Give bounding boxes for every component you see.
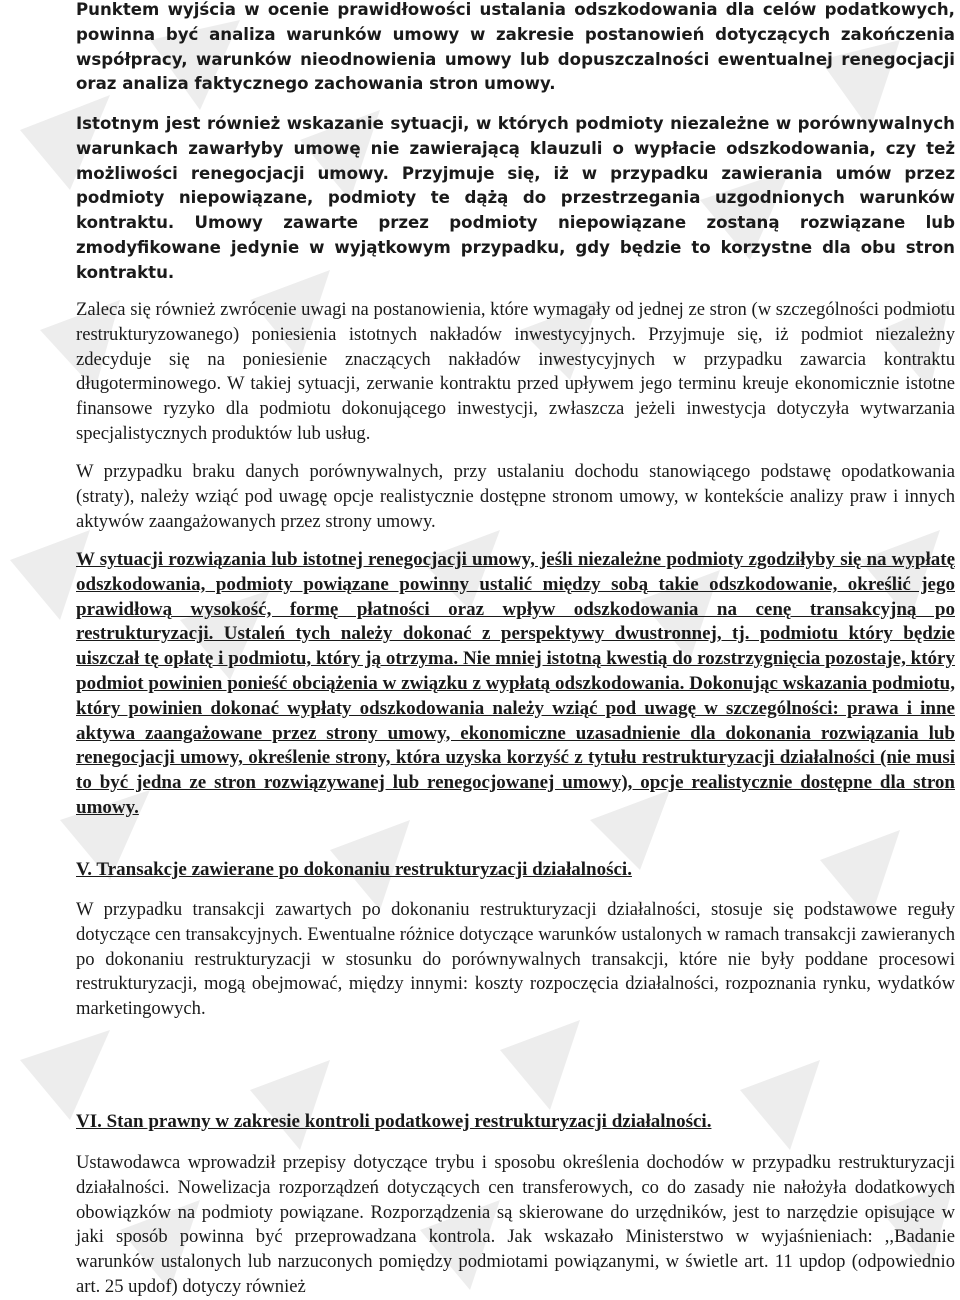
- section-vi-heading: [76, 1110, 955, 1134]
- paragraph-intro-1: Punktem wyjścia w ocenie prawidłowości ustalania odszkodowania dla celów podatkowych, powinna być analiza warunków umowy w zakresie postanowień dotyczących zakończenia współpracy, warunków nieodnowienia umowy lub dopuszczalności ewentualnej renegocjacji oraz analiza faktycznego zachowania stron umowy.: [76, 0, 955, 94]
- paragraph-termination-compensation: W sytuacji rozwiązania lub istotnej renegocjacji umowy, jeśli niezależne podmioty zgodziłyby się na wypłatę odszkodowania, podmioty powiązane powinny ustalić między sobą takie odszkodowanie, określić jego prawidłową wysokość, formę płatności oraz wpływ odszkodowania na cenę transakcyjną po restrukturyzacji. Ustaleń tych należy dokonać z perspektywy dwustronnej, tj. podmiotu który będzie uiszczał tę opłatę i podmiotu, który ją otrzyma. Nie mniej istotną kwestią do rozstrzygnięcia pozostaje, który podmiot powinien ponieść obciążenia w związku z wypłatą odszkodowania. Dokonując wskazania podmiotu, który powinien dokonać wypłaty odszkodowania należy wziąć pod uwagę w szczególności: prawa i inne aktywa zaangażowane przez strony umowy, ekonomiczne uzasadnienie dla dokonania rozwiązania lub renegocjacji umowy, określenie strony, która uzyska korzyść z tytułu restrukturyzacji działalności (nie musi to być jedna ze stron rozwiązywanej lub renegocjowanej umowy), opcje realistycznie dostępne dla stron umowy.: [76, 549, 955, 818]
- paragraph-post-restructuring: W przypadku transakcji zawartych po dokonaniu restrukturyzacji działalności, stosuje się podstawowe reguły dotyczące cen transakcyjnych. Ewentualne różnice dotyczące warunków ustalonych w ramach transakcji zawieranych po dokonaniu restrukturyzacji w stosunku do porównywalnych transakcji, które nie były poddane procesowi restrukturyzacji, mogą obejmować, między innymi: koszty rozpoczęcia działalności, rozpoznania rynku, wydatków marketingowych.: [76, 899, 955, 1020]
- section-vi-heading-text: VI. Stan prawny w zakresie kontroli podatkowej restrukturyzacji działalności.: [76, 1111, 712, 1132]
- paragraph-investment: Zaleca się również zwrócenie uwagi na postanowienia, które wymagały od jednej ze stron (w szczególności podmiotu restrukturyzowanego) poniesienia istotnych nakładów inwestycyjnych. Przyjmuje się, iż podmiot niezależny zdecyduje się na poniesienie znaczących nakładów inwestycyjnych w przypadku zawarcia kontraktu długoterminowego. W takiej sytuacji, zerwanie kontraktu przed upływem jego terminu kreuje ekonomicznie istotne finansowe ryzyko dla podmiotu dokonującego inwestycji, zwłaszcza jeżeli inwestycja dotyczyła wytwarzania specjalistycznych produktów lub usług.: [76, 299, 955, 444]
- paragraph-no-comparables: W przypadku braku danych porównywalnych, przy ustalaniu dochodu stanowiącego podstawę opodatkowania (straty), należy wziąć pod uwagę opcje realistycznie dostępne stronom umowy, w kontekście analizy praw i innych aktywów zaangażowanych przez strony umowy.: [76, 461, 955, 532]
- paragraph-intro-2: Istotnym jest również wskazanie sytuacji, w których podmioty niezależne w porównywalnych warunkach zawarłyby umowę nie zawierającą klauzuli o wypłacie odszkodowania, czy też możliwości renegocjacji umowy. Przyjmuje się, iż w przypadku zawierania umów przez podmioty niepowiązane, podmioty te dążą do przestrzegania uzgodnionych warunków kontraktu. Umowy zawarte przez podmioty niepowiązane zostaną rozwiązane lub zmodyfikowane jedynie w wyjątkowym przypadku, gdy będzie to korzystne dla obu stron kontraktu.: [76, 114, 955, 282]
- section-v-heading-text: V. Transakcje zawierane po dokonaniu restrukturyzacji działalności.: [76, 859, 632, 880]
- section-v-heading: [76, 858, 955, 882]
- paragraph-legal-state: Ustawodawca wprowadził przepisy dotyczące trybu i sposobu określenia dochodów w przypadku restrukturyzacji działalności. Nowelizacja rozporządzeń dotyczących cen transferowych, co do zasady nie nałożyła dodatkowych obowiązków na podmioty powiązane. Rozporządzenia są skierowane do urzędników, jest to narzędzie opisujące w jaki sposób powinna być przeprowadzana kontrola. Jak wskazało Ministerstwo w wyjaśnieniach: ,,Badanie warunków ustalonych lub narzuconych pomiędzy podmiotami powiązanymi, w świetle art. 11 updop (odpowiednio art. 25 updof) dotyczy również: [76, 1152, 955, 1297]
